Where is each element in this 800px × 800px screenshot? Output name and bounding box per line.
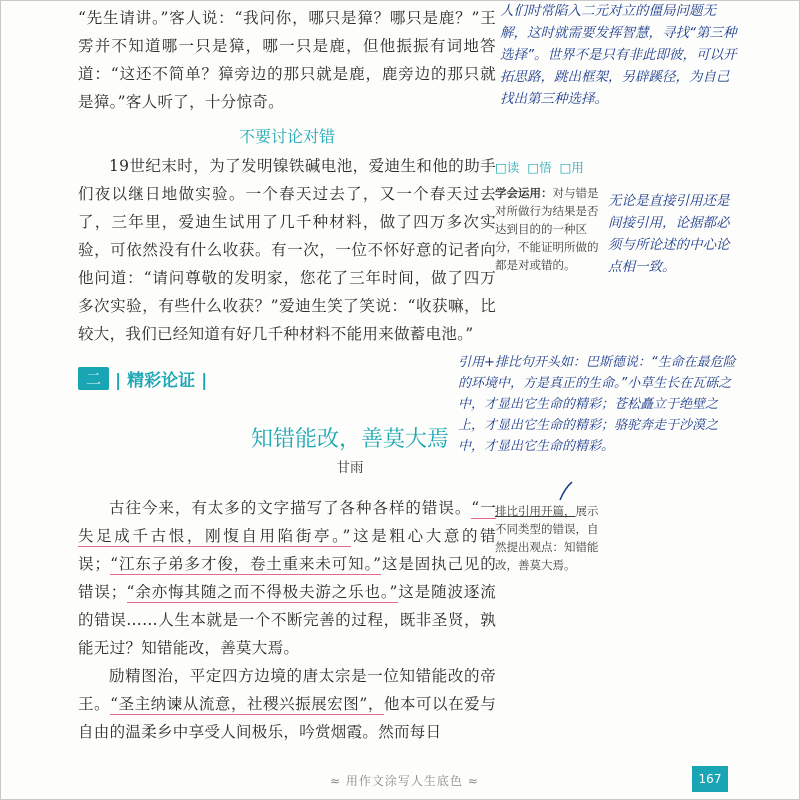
apply-note — [495, 184, 605, 274]
handwritten-note-middle: 无论是直接引用还是间接引用，论据都必须与所论述的中心论点相一致。 — [608, 193, 730, 275]
tag-use: □用 — [559, 160, 584, 175]
page-number: 167 — [692, 766, 728, 792]
tag-read: □读 — [495, 160, 520, 175]
essay-paragraph-1: 古往今来，有太多的文字描写了各种各样的错误。“一失足成千古恨，刚愎自用陷街亭。”这是粗心大意的错误；“江东子弟多才俊，卷土重来未可知。”这是固执己见的错误；“余亦悔其随之而不得极夫游之乐也。”这是随波逐流的错误……人生本就是一个不断完善的过程，既非圣贤，孰能无过？知错能改，善莫大焉。 — [78, 499, 496, 657]
section-label: | 精彩论证 | — [115, 371, 208, 391]
parallel-label: 排比引用开篇， — [495, 504, 576, 518]
story1-paragraph: “先生请讲。”客人说：“我问你，哪只是獐？哪只是鹿？”王雱并不知道哪一只是獐，哪一只是鹿，但他振振有词地答道：“这还不简单？獐旁边的那只就是鹿，鹿旁边的那只就是獐。”客人听了，十分惊奇。 — [78, 9, 496, 111]
story2-heading: 不要讨论对错 — [238, 127, 335, 146]
section-number: 二 — [78, 367, 109, 390]
handwritten-note-low: 引用+排比句开头如：巴斯德说：“生命在最危险的环境中，方是真正的生命。”小草生长在瓦砾之中，才显出它生命的精彩；苍松矗立于绝壁之上，才显出它生命的精彩；骆驼奔走于沙漠之中，才显出它生命的精彩。 — [458, 355, 736, 454]
footer-text: ≈ 用作文涂写人生底色 ≈ — [330, 774, 479, 788]
quote-2: “江东子弟多才俊，卷土重来未可知。” — [110, 555, 382, 573]
essay-paragraph-2: 励精图治，平定四方边境的唐太宗是一位知错能改的帝王。“圣主纳谏从流意，社稷兴振展宏图”，他本可以在爱与自由的温柔乡中享受人间极乐，吟赏烟霞。然而每日 — [78, 667, 496, 741]
apply-text: 对与错是对所做行为结果是否达到目的的一种区分，不能证明所做的都是对或错的。 — [495, 186, 599, 272]
story2 — [78, 152, 496, 348]
quote-1: “一失足成千古恨，刚愎自用陷街亭。” — [78, 499, 496, 545]
parallel-text: 展示不同类型的错误，自然提出观点：知错能改，善莫大焉。 — [495, 504, 599, 572]
essay-title: 知错能改，善莫大焉 — [250, 427, 449, 452]
story2-paragraph: 19世纪末时，为了发明镍铁碱电池，爱迪生和他的助手们夜以继日地做实验。一个春天过去了，又一个春天过去了，三年里，爱迪生试用了几千种材料，做了四万多次实验，可依然没有什么收获。有一次，一位不怀好意的记者向他问道：“请问尊敬的发明家，您花了三年时间，做了四万多次实验，有些什么收获？”爱迪生笑了笑说：“收获嘛，比较大，我们已经知道有好几千种材料不能用来做蓄电池。” — [78, 157, 496, 343]
quote-3: “余亦悔其随之而不得极夫游之乐也。” — [126, 583, 398, 601]
read-think-use-tags — [495, 158, 584, 176]
quote-4: “圣主纳谏从流意，社稷兴振展宏图”， — [110, 695, 384, 713]
parallel-note — [495, 502, 605, 574]
page-footer — [0, 762, 800, 800]
story1 — [78, 4, 496, 116]
section-banner — [78, 366, 207, 391]
essay-author: 甘雨 — [336, 460, 364, 476]
apply-label: 学会运用： — [495, 186, 553, 200]
handwritten-note-top: 人们时常陷入二元对立的僵局问题无解，这时就需要发挥智慧，寻找“第三种选择”。世界不是只有非此即彼，可以开拓思路，跳出框架，另辟蹊径，为自己找出第三种选择。 — [500, 3, 737, 107]
tag-think: □悟 — [527, 160, 552, 175]
essay-body — [78, 494, 496, 746]
